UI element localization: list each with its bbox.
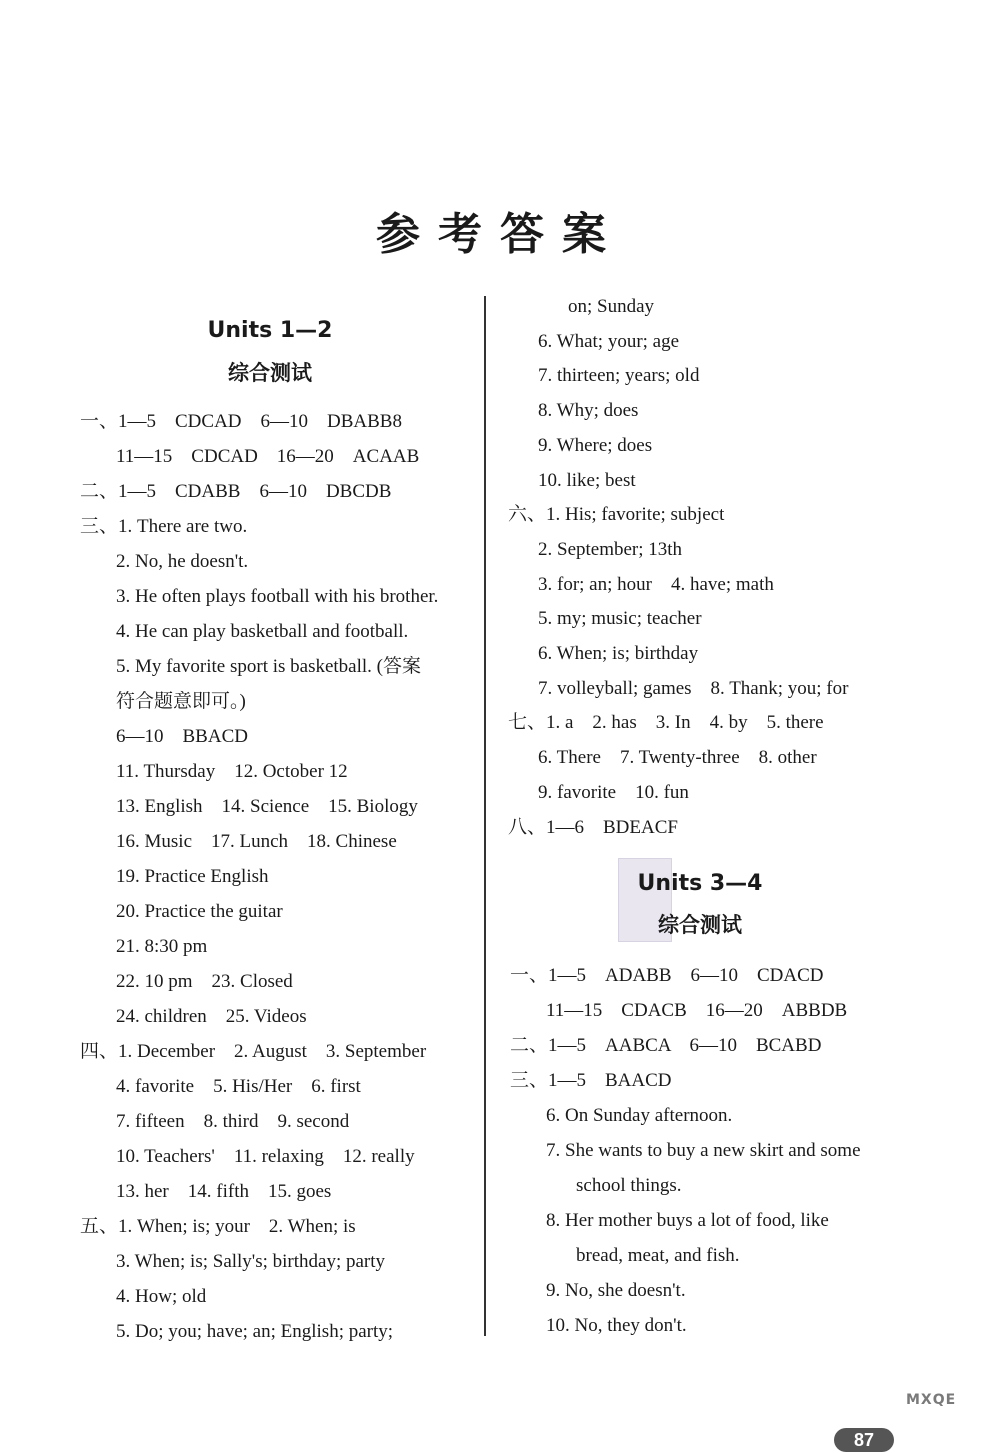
answer-line: 6—10 BBACD <box>116 726 248 747</box>
answer-line: bread, meat, and fish. <box>576 1245 740 1266</box>
answer-line: 9. favorite 10. fun <box>538 781 689 803</box>
answer-line: 六、1. His; favorite; subject <box>508 504 725 526</box>
answer-line: 8. Her mother buys a lot of food, like <box>546 1210 829 1231</box>
answer-line: 4. favorite 5. His/Her 6. first <box>116 1076 361 1097</box>
answer-line: 10. No, they don't. <box>546 1315 687 1336</box>
answer-line: on; Sunday <box>568 296 655 317</box>
answer-line: 四、1. December 2. August 3. September <box>80 1041 427 1062</box>
answer-line: 5. my; music; teacher <box>538 608 702 630</box>
section-heading-units-1-2: Units 1—2 <box>207 318 333 343</box>
answer-line: 6. On Sunday afternoon. <box>546 1105 733 1126</box>
answer-line: 20. Practice the guitar <box>116 901 283 922</box>
answer-line: 8. Why; does <box>538 400 639 422</box>
answer-line: 7. volleyball; games 8. Thank; you; for <box>538 677 849 699</box>
answer-line: 二、1—5 CDABB 6—10 DBCDB <box>80 481 392 502</box>
answer-line: 9. Where; does <box>538 434 653 456</box>
answer-line: 6. There 7. Twenty-three 8. other <box>538 747 817 769</box>
answer-line: 八、1—6 BDEACF <box>508 816 678 838</box>
answer-line: 9. No, she doesn't. <box>546 1280 686 1301</box>
answer-line: 2. September; 13th <box>538 538 683 560</box>
answer-line: 10. like; best <box>538 469 636 491</box>
answer-line: 一、1—5 ADABB 6—10 CDACD <box>510 965 824 986</box>
answer-line: school things. <box>576 1175 682 1196</box>
answer-line: 11—15 CDACB 16—20 ABBDB <box>546 1000 848 1021</box>
answer-line: 3. for; an; hour 4. have; math <box>538 573 774 595</box>
answer-line: 五、1. When; is; your 2. When; is <box>80 1216 356 1237</box>
answer-line: 2. No, he doesn't. <box>116 551 249 572</box>
answer-line: 3. He often plays football with his brother. <box>116 586 439 607</box>
answer-line: 七、1. a 2. has 3. In 4. by 5. there <box>508 712 824 734</box>
answer-line: 22. 10 pm 23. Closed <box>116 971 293 992</box>
answer-line: 13. English 14. Science 15. Biology <box>116 796 418 817</box>
answer-line: 7. thirteen; years; old <box>538 365 700 387</box>
answer-line: 4. He can play basketball and football. <box>116 621 409 642</box>
page-title: 参考答案 <box>376 209 624 260</box>
answer-line: 11—15 CDCAD 16—20 ACAAB <box>116 446 420 467</box>
site-logo: MXQE <box>906 1392 957 1408</box>
answer-line: 三、1—5 BAACD <box>510 1070 672 1091</box>
answer-line: 16. Music 17. Lunch 18. Chinese <box>116 831 397 852</box>
answer-line: 24. children 25. Videos <box>116 1006 307 1027</box>
page-number: 87 <box>834 1428 894 1452</box>
answer-line: 6. When; is; birthday <box>538 643 699 664</box>
section-subheading-test-1: 综合测试 <box>228 361 312 385</box>
column-divider <box>484 296 486 1336</box>
answer-line: 11. Thursday 12. October 12 <box>116 761 348 782</box>
answer-line: 21. 8:30 pm <box>116 936 208 957</box>
section-subheading-test-2: 综合测试 <box>658 913 742 937</box>
answer-line: 三、1. There are two. <box>80 516 248 537</box>
answer-line: 7. fifteen 8. third 9. second <box>116 1111 350 1132</box>
answer-line: 6. What; your; age <box>538 330 680 352</box>
answer-line: 19. Practice English <box>116 866 269 887</box>
answer-line: 3. When; is; Sally's; birthday; party <box>116 1251 386 1272</box>
answer-line: 5. My favorite sport is basketball. (答案 <box>116 656 422 677</box>
answer-line: 二、1—5 AABCA 6—10 BCABD <box>510 1035 822 1056</box>
answer-line: 7. She wants to buy a new skirt and some <box>546 1140 861 1161</box>
answer-line: 10. Teachers' 11. relaxing 12. really <box>116 1146 415 1167</box>
answer-line: 5. Do; you; have; an; English; party; <box>116 1321 394 1342</box>
answer-line: 符合题意即可。) <box>116 691 246 712</box>
answer-line: 13. her 14. fifth 15. goes <box>116 1181 332 1202</box>
section-heading-units-3-4: Units 3—4 <box>637 871 763 896</box>
answer-line: 4. How; old <box>116 1286 207 1307</box>
answer-line: 一、1—5 CDCAD 6—10 DBABB8 <box>80 411 402 432</box>
